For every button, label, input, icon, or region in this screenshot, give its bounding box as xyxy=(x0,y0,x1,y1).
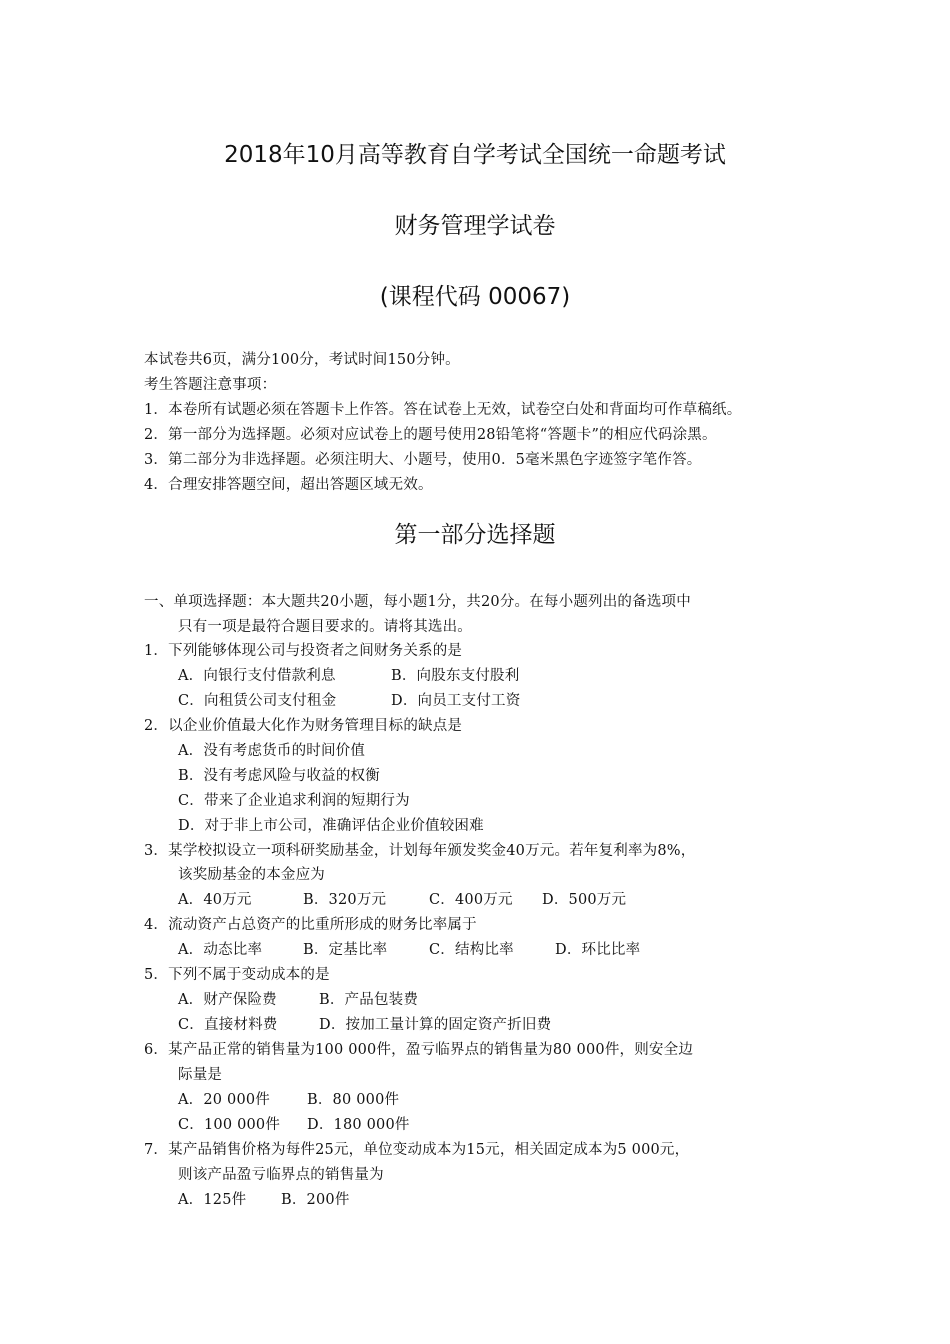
option-row xyxy=(178,1115,410,1135)
question-stem: 6．某产品正常的销售量为100 000件，盈亏临界点的销售量为80 000件，则安全边 xyxy=(144,1042,694,1058)
notice-item: 3．第二部分为非选择题。必须注明大、小题号，使用0．5毫米黑色字迹签字笔作答。 xyxy=(144,452,702,468)
option-row xyxy=(178,890,626,910)
option-c: C．向租赁公司支付租金 xyxy=(178,693,337,709)
exam-title: 2018年10月高等教育自学考试全国统一命题考试 xyxy=(224,142,726,168)
notice-item: 4．合理安排答题空间，超出答题区域无效。 xyxy=(144,477,433,493)
option-row xyxy=(178,1190,350,1210)
question-stem: 2．以企业价值最大化作为财务管理目标的缺点是 xyxy=(144,718,463,734)
option-b: B．向股东支付股利 xyxy=(391,668,520,684)
option-d: D．500万元 xyxy=(542,892,627,908)
option-b: B．没有考虑风险与收益的权衡 xyxy=(178,768,380,784)
option-row xyxy=(178,691,520,711)
option-a: A．没有考虑货币的时间价值 xyxy=(178,743,366,759)
option-a: A．向银行支付借款利息 xyxy=(178,668,336,684)
exam-intro: 本试卷共6页，满分100分，考试时间150分钟。 xyxy=(144,352,460,368)
question-stem: 4．流动资产占总资产的比重所形成的财务比率属于 xyxy=(144,917,477,933)
notice-item: 2．第一部分为选择题。必须对应试卷上的题号使用28铅笔将“答题卡”的相应代码涂黑。 xyxy=(144,427,717,443)
option-c: C．100 000件 xyxy=(178,1117,281,1133)
question-stem-continued: 则该产品盈亏临界点的销售量为 xyxy=(178,1167,384,1183)
option-b: B．定基比率 xyxy=(303,942,388,958)
option-c: C．带来了企业追求利润的短期行为 xyxy=(178,793,410,809)
option-a: A．动态比率 xyxy=(178,942,263,958)
option-b: B．80 000件 xyxy=(307,1092,400,1108)
course-code: (课程代码 00067) xyxy=(379,284,571,310)
option-d: D．环比比率 xyxy=(555,942,641,958)
option-row xyxy=(178,1015,551,1035)
option-a: A．20 000件 xyxy=(178,1092,271,1108)
option-d: D．按加工量计算的固定资产折旧费 xyxy=(319,1017,552,1033)
option-a: A．财产保险费 xyxy=(178,992,277,1008)
notice-heading: 考生答题注意事项： xyxy=(144,377,277,393)
exam-subject: 财务管理学试卷 xyxy=(394,213,556,239)
option-d: D．对于非上市公司，准确评估企业价值较困难 xyxy=(178,818,484,834)
question-stem-continued: 该奖励基金的本金应为 xyxy=(178,867,325,883)
option-row xyxy=(178,666,519,686)
option-d: D．180 000件 xyxy=(307,1117,410,1133)
option-c: C．400万元 xyxy=(429,892,513,908)
option-a: A．125件 xyxy=(178,1192,247,1208)
option-b: B．产品包装费 xyxy=(319,992,419,1008)
part1-title: 第一部分选择题 xyxy=(394,522,556,548)
option-row xyxy=(178,1090,399,1110)
question-stem: 1．下列能够体现公司与投资者之间财务关系的是 xyxy=(144,643,463,659)
option-c: C．直接材料费 xyxy=(178,1017,278,1033)
option-a: A．40万元 xyxy=(178,892,252,908)
question-stem: 3．某学校拟设立一项科研奖励基金，计划每年颁发奖金40万元。若年复利率为8%， xyxy=(144,843,696,859)
section-intro-continued: 只有一项是最符合题目要求的。请将其选出。 xyxy=(178,619,472,635)
option-d: D．向员工支付工资 xyxy=(391,693,521,709)
option-b: B．200件 xyxy=(281,1192,350,1208)
option-row xyxy=(178,940,640,960)
question-stem: 7．某产品销售价格为每件25元，单位变动成本为15元，相关固定成本为5 000元， xyxy=(144,1142,690,1158)
question-stem-continued: 际量是 xyxy=(178,1067,223,1083)
notice-item: 1．本卷所有试题必须在答题卡上作答。答在试卷上无效，试卷空白处和背面均可作草稿纸。 xyxy=(144,402,742,418)
question-stem: 5．下列不属于变动成本的是 xyxy=(144,967,330,983)
option-c: C．结构比率 xyxy=(429,942,514,958)
option-row xyxy=(178,990,418,1010)
option-b: B．320万元 xyxy=(303,892,387,908)
section-intro: 一、单项选择题：本大题共20小题，每小题1分，共20分。在每小题列出的备选项中 xyxy=(144,594,691,610)
